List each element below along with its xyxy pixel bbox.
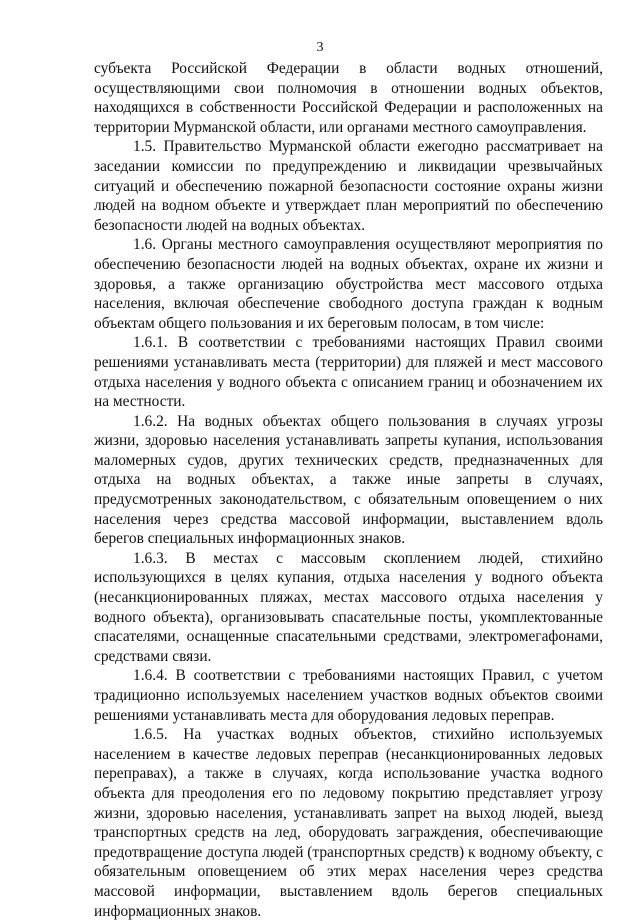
paragraph-continuation: субъекта Российской Федерации в области водных отношений, осуществляющими свои полномочия в отношении водных объектов, находящихся в собственности Российской Федерации и расположенных на территории Мурманской области, или органами местного самоуправления. [94, 60, 603, 136]
paragraph-1-6-2: 1.6.2. На водных объектах общего пользования в случаях угрозы жизни, здоровью населения устанавливать запреты купания, использования маломерных судов, других технических средств, предназначенных для отдыха на водных объектах, а также иные запреты в случаях, предусмотренных законодательством, с обязательным оповещением о них населения через средства массовой информации, выставлением вдоль берегов специальных информационных знаков. [94, 412, 603, 548]
paragraph-1-6-3: 1.6.3. В местах с массовым скоплением людей, стихийно использующихся в целях купания, отдыха населения у водного объекта (несанкционированных пляжах, местах массового отдыха населения у водного объекта), организовывать спасательные посты, укомплектованные спасателями, оснащенные спасательными средствами, электромегафонами, средствами связи. [94, 549, 603, 665]
paragraph-1-6-1: 1.6.1. В соответствии с требованиями настоящих Правил своими решениями устанавливать места (территории) для пляжей и мест массового отдыха населения у водного объекта с описанием границ и обозначением их на местности. [94, 334, 603, 411]
paragraph-1-6: 1.6. Органы местного самоуправления осуществляют мероприятия по обеспечению безопасности людей на водных объектах, охране их жизни и здоровья, а также организацию обустройства мест массового отдыха населения, включая обеспечение свободного доступа граждан к водным объектам общего пользования и их береговым полосам, в том числе: [94, 236, 603, 332]
paragraph-1-6-5: 1.6.5. На участках водных объектов, стихийно используемых населением в качестве ледовых переправ (несанкционированных ледовых переправах), а также в случаях, когда использование участка водного объекта для преодоления его по ледовому покрытию представляет угрозу жизни, здоровью населения, устанавливать запрет на выход людей, выезд транспортных средств на лед, оборудовать заграждения, обеспечивающие предотвращение доступа людей (транспортных средств) к водному объекту, с обязательным оповещением об этих мерах населения через средства массовой информации, выставлением вдоль берегов специальных информационных знаков. [94, 726, 603, 920]
page-number: 3 [316, 40, 324, 55]
paragraph-1-5: 1.5. Правительство Мурманской области ежегодно рассматривает на заседании комиссии по предупреждению и ликвидации чрезвычайных ситуаций и обеспечению пожарной безопасности состояние охраны жизни людей на водном объекте и утверждает план мероприятий по обеспечению безопасности людей на водных объектах. [94, 138, 603, 234]
paragraph-1-6-4: 1.6.4. В соответствии с требованиями настоящих Правил, с учетом традиционно используемых населением участков водных объектов своими решениями устанавливать места для оборудования ледовых переправ. [94, 667, 603, 724]
document-body [94, 59, 603, 921]
